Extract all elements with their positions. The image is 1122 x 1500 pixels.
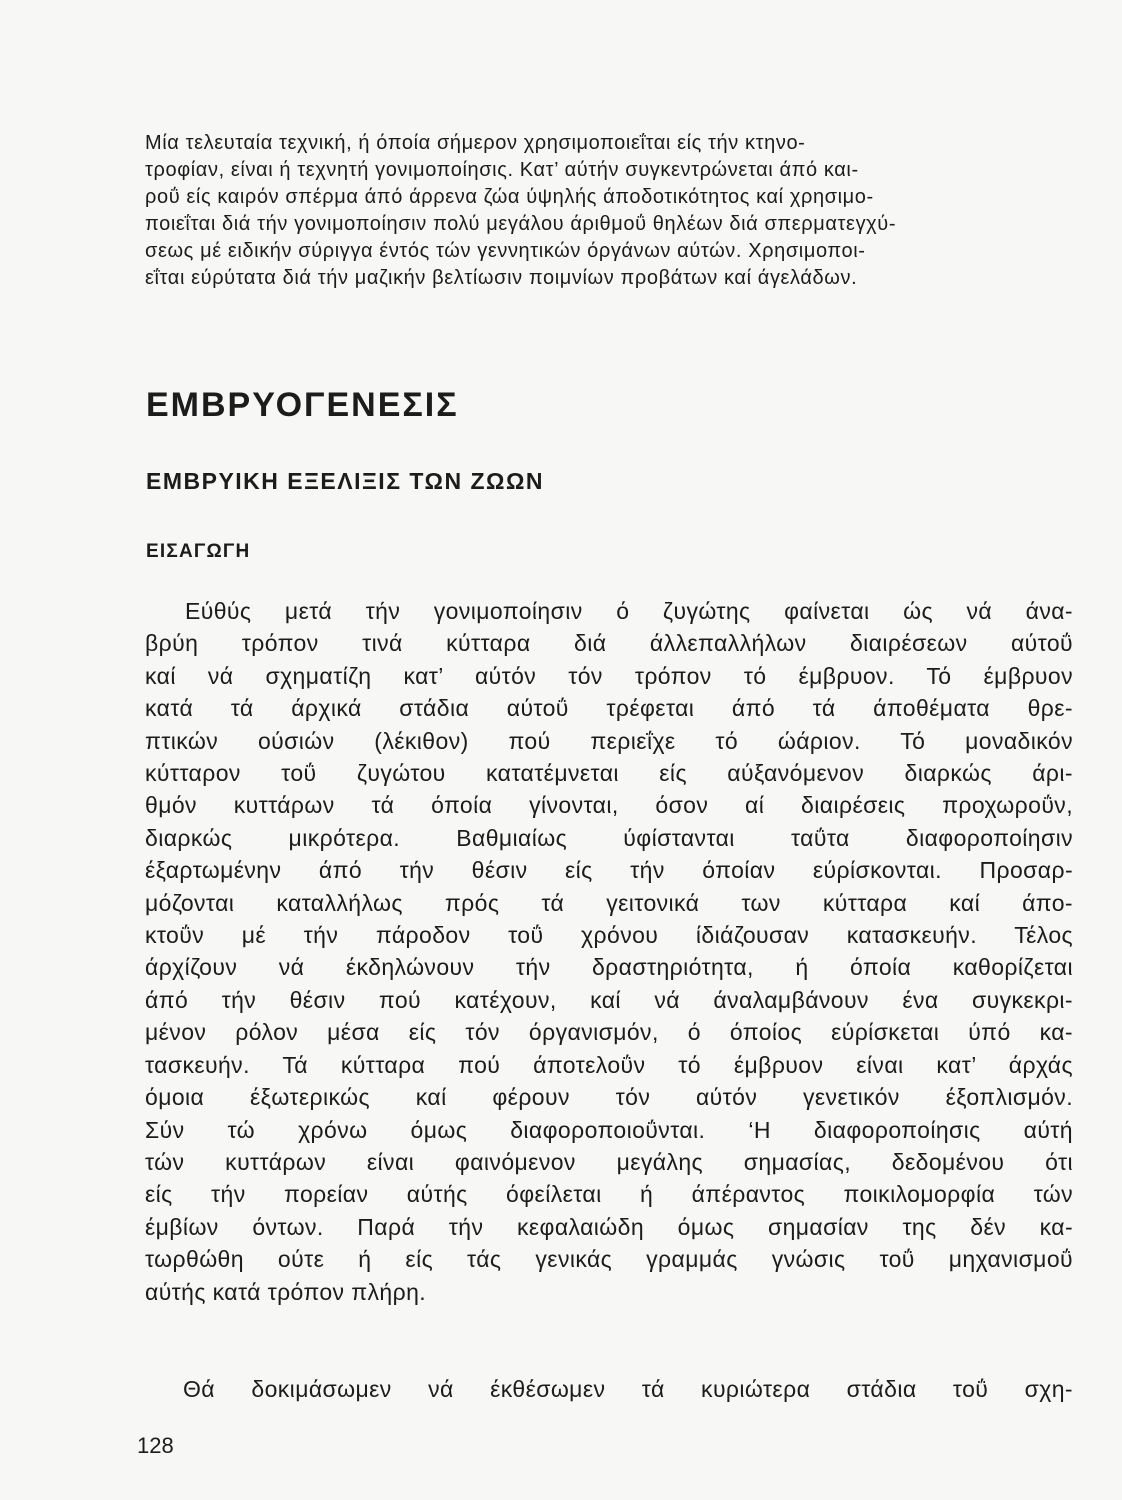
intro-line: εΐται εύρύτατα διά τήν μαζικήν βελτίωσιν ποιμνίων προβάτων καί άγελάδων. [145,267,858,289]
closing-paragraph [145,1373,1073,1405]
intro-paragraph [145,130,1073,292]
main-line: τασκευήν. Τά κύτταρα πού άποτελοΰν τό έμβρυον είναι κατ’ άρχάς [145,1051,1073,1078]
intro-line: τροφίαν, είναι ή τεχνητή γονιμοποίησις. Κατ’ αύτήν συγκεντρώνεται άπό και- [145,159,859,181]
intro-line: ποιεΐται διά τήν γονιμοποίησιν πολύ μεγάλου άριθμοΰ θηλέων διά σπερματεγχύ- [145,213,897,235]
main-line: τωρθώθη ούτε ή είς τάς γενικάς γραμμάς γνώσις τοΰ μηχανισμοΰ [145,1246,1073,1273]
main-line: Εύθύς μετά τήν γονιμοποίησιν ό ζυγώτης φαίνεται ώς νά άνα- [185,598,1073,624]
intro-line: σεως μέ ειδικήν σύριγγα έντός τών γεννητικών όργάνων αύτών. Χρησιμοποι- [145,240,866,262]
main-line: κατά τά άρχικά στάδια αύτοΰ τρέφεται άπό τά άποθέματα θρε- [145,695,1073,722]
chapter-title: ΕΜΒΡΥΟΓΕΝΕΣΙΣ [146,386,459,424]
main-line: μένον ρόλον μέσα είς τόν όργανισμόν, ό όποίος εύρίσκεται ύπό κα- [145,1019,1073,1046]
subsection-title: ΕΙΣΑΓΩΓΗ [146,541,251,562]
main-line: καί νά σχηματίζη κατ’ αύτόν τόν τρόπον τό έμβρυον. Τό έμβρυον [145,662,1073,689]
closing-line: Θά δοκιμάσωμεν νά έκθέσωμεν τά κυριώτερα στάδια τοΰ σχη- [183,1376,1073,1402]
main-line: άρχίζουν νά έκδηλώνουν τήν δραστηριότητα, ή όποία καθορίζεται [145,954,1073,981]
main-line: έμβίων όντων. Παρά τήν κεφαλαιώδη όμως σημασίαν της δέν κα- [145,1213,1073,1240]
intro-line: ροΰ είς καιρόν σπέρμα άπό άρρενα ζώα ύψηλής άποδοτικότητος καί χρησιμο- [145,186,874,208]
main-line: Σύν τώ χρόνω όμως διαφοροποιοΰνται. ‘Η διαφοροποίησις αύτή [145,1116,1073,1143]
main-paragraph [145,595,1073,1308]
page-number: 128 [137,1433,174,1458]
main-line: μόζονται καταλλήλως πρός τά γειτονικά των κύτταρα καί άπο- [145,889,1073,916]
intro-line: Μία τελευταία τεχνική, ή όποία σήμερον χρησιμοποιεΐται είς τήν κτηνο- [145,132,806,154]
main-line: κύτταρον τοΰ ζυγώτου κατατέμνεται είς αύξανόμενον διαρκώς άρι- [145,760,1073,787]
main-line: όμοια έξωτερικώς καί φέρουν τόν αύτόν γενετικόν έξοπλισμόν. [145,1084,1073,1111]
main-line: έξαρτωμένην άπό τήν θέσιν είς τήν όποίαν εύρίσκονται. Προσαρ- [145,857,1073,884]
main-line: διαρκώς μικρότερα. Βαθμιαίως ύφίστανται ταΰτα διαφοροποίησιν [145,824,1073,851]
main-line: αύτής κατά τρόπον πλήρη. [145,1278,427,1305]
main-line: άπό τήν θέσιν πού κατέχουν, καί νά άναλαμβάνουν ένα συγκεκρι- [145,986,1073,1013]
main-line: τών κυττάρων είναι φαινόμενον μεγάλης σημασίας, δεδομένου ότι [145,1148,1073,1175]
main-line: θμόν κυττάρων τά όποία γίνονται, όσον αί διαιρέσεις προχωροΰν, [145,792,1073,819]
main-line: πτικών ούσιών (λέκιθον) πού περιεΐχε τό ώάριον. Τό μοναδικόν [145,727,1073,754]
section-title: ΕΜΒΡΥΙΚΗ ΕΞΕΛΙΞΙΣ ΤΩΝ ΖΩΩΝ [146,468,545,494]
main-line: είς τήν πορείαν αύτής όφείλεται ή άπέραντος ποικιλομορφία τών [145,1181,1073,1208]
main-line: κτοΰν μέ τήν πάροδον τοΰ χρόνου ίδιάζουσαν κατασκευήν. Τέλος [145,922,1073,949]
main-line: βρύη τρόπον τινά κύτταρα διά άλλεπαλλήλων διαιρέσεων αύτοΰ [145,630,1073,657]
